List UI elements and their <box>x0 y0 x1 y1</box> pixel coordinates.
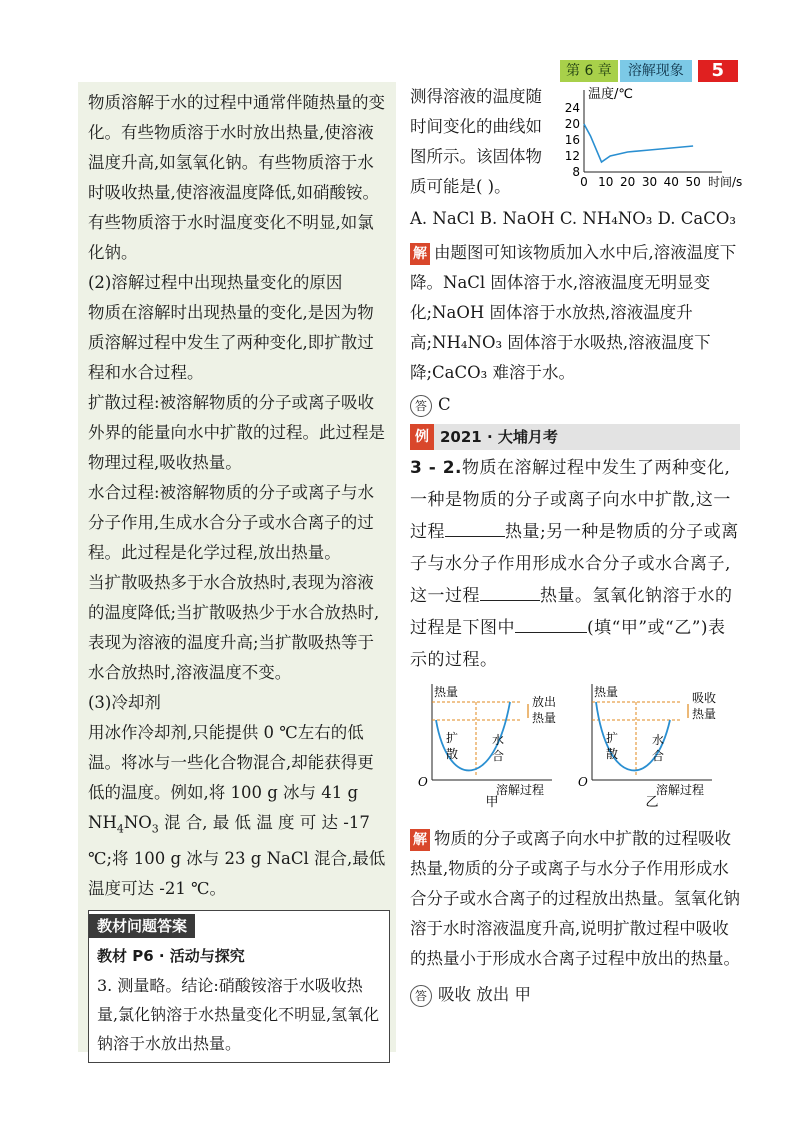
textbook-answer-box <box>88 910 390 1063</box>
x-axis-label: 溶解过程 <box>655 783 704 797</box>
question-2: 3 - 2.物质在溶解过程中发生了两种变化,一种是物质的分子或离子向水中扩散,这一过程 热量;另一种是物质的分子或离子与水分子作用形成水合分子或水合离子,这一过程 热量。氢氧化钠溶于水的过程是下图中 (填“甲”或“乙”)表示的过程。 <box>410 458 739 670</box>
net-label-2: 热量 <box>532 711 557 725</box>
y-tick-label: 24 <box>564 101 580 115</box>
para-1: 物质溶解于水的过程中通常伴随热量的变化。有些物质溶于水时放出热量,使溶液温度升高,如氢氧化钠。有些物质溶于水时吸收热量,使溶液温度降低,如硝酸铵。有些物质溶于水时温度变化不明显,如氯化钠。 <box>88 93 385 262</box>
x-tick-label: 20 <box>619 175 636 189</box>
diffuse-label-1: 扩 <box>606 731 619 745</box>
diagram-caption: 乙 <box>645 795 659 810</box>
heading-3: (3)冷却剂 <box>88 693 161 712</box>
origin-label: O <box>418 775 428 789</box>
y-tick-label: 12 <box>564 149 580 163</box>
para-4: 水合过程:被溶解物质的分子或离子与水分子作用,生成水合分子或水合离子的过程。此过程是化学过程,放出热量。 <box>88 483 375 562</box>
para-2: 物质在溶解时出现热量的变化,是因为物质溶解过程中发生了两种变化,即扩散过程和水合过程。 <box>88 303 374 382</box>
question-options: A. NaCl B. NaOH C. NH₄NO₃ D. CaCO₃ <box>410 209 737 228</box>
page-number: 5 <box>698 60 738 82</box>
box-body: 3. 测量略。结论:硝酸铵溶于水吸收热量,氯化钠溶于水热量变化不明显,氢氧化钠溶于水放出热量。 <box>97 976 380 1054</box>
origin-label: O <box>578 775 588 789</box>
answer-2: 答 吸收 放出 甲 <box>410 980 740 1010</box>
para-5: 当扩散吸热多于水合放热时,表现为溶液的温度降低;当扩散吸热少于水合放热时,表现为溶液的温度升高;当扩散吸热等于水合放热时,溶液温度不变。 <box>88 573 380 682</box>
answer-tag-icon: 答 <box>410 395 432 417</box>
y-tick-label: 8 <box>572 165 580 179</box>
hydrate-label-2: 合 <box>492 749 505 763</box>
topic-label: 溶解现象 <box>620 60 692 82</box>
x-axis-label: 时间/s <box>708 175 743 189</box>
solution-2: 解 物质的分子或离子向水中扩散的过程吸收热量,物质的分子或离子与水分子作用形成水合分子或水合离子的过程放出热量。氢氧化钠溶于水时溶液温度升高,说明扩散过程中吸收的热量小于形成水合离子过程中放出的热量。 <box>410 829 740 968</box>
blank-1[interactable] <box>445 518 505 537</box>
x-axis-label: 溶解过程 <box>495 783 544 797</box>
net-label-1: 放出 <box>532 695 557 709</box>
net-label-1: 吸收 <box>692 691 717 705</box>
heading-2: (2)溶解过程中出现热量变化的原因 <box>88 273 343 292</box>
diffuse-label-1: 扩 <box>446 731 459 745</box>
x-tick-label: 30 <box>641 175 658 189</box>
x-tick-label: 50 <box>685 175 701 189</box>
y-tick-label: 16 <box>564 133 580 147</box>
hydrate-label-1: 水 <box>652 733 665 747</box>
hydrate-label-2: 合 <box>652 749 665 763</box>
para-3: 扩散过程:被溶解物质的分子或离子吸收外界的能量向水中扩散的过程。此过程是物理过程,吸收热量。 <box>88 393 385 472</box>
solution-2-block <box>410 824 740 1010</box>
answer-tag-icon-2: 答 <box>410 985 432 1007</box>
y-axis-label: 热量 <box>434 685 459 699</box>
blank-3[interactable] <box>515 614 587 633</box>
y-axis-label: 温度/℃ <box>588 87 633 102</box>
solution-tag-icon: 解 <box>410 243 430 265</box>
chapter-label: 第 6 章 <box>560 60 618 82</box>
question-text: 测得溶液的温度随时间变化的曲线如图所示。该固体物质可能是( )。 <box>410 87 542 196</box>
y-tick-label: 20 <box>564 117 580 131</box>
answer-1: 答 C <box>410 390 740 420</box>
temperature-chart <box>558 84 748 196</box>
x-tick-label: 40 <box>663 175 679 189</box>
diffuse-label-2: 散 <box>446 747 459 761</box>
blank-2[interactable] <box>480 582 540 601</box>
example-bar <box>410 424 740 450</box>
left-column <box>78 82 396 1052</box>
net-label-2: 热量 <box>692 707 717 721</box>
page-header <box>560 60 738 82</box>
box-subtitle: 教材 P6 · 活动与探究 <box>97 947 245 966</box>
temperature-series-line <box>584 124 693 162</box>
diagram-yi <box>572 680 742 810</box>
x-tick-label: 10 <box>598 175 614 189</box>
hydrate-label-1: 水 <box>492 733 505 747</box>
diagram-jia <box>412 680 572 810</box>
diagram-caption: 甲 <box>485 795 499 810</box>
para-6: 用冰作冷却剂,只能提供 0 ℃左右的低温。将冰与一些化合物混合,却能获得更低的温度。例如,将 100 g 冰与 41 g $NH_4NO_3$ 混 合, 最 低 温 度 可 达 -17 ℃;将 100 g 冰与 23 g NaCl 混合,最低温度可达 -21 ℃。 <box>88 723 386 899</box>
x-tick-label: 0 <box>580 175 588 189</box>
diffuse-label-2: 散 <box>606 747 619 761</box>
example-label: 例 <box>410 424 434 450</box>
box-title: 教材问题答案 <box>89 914 195 938</box>
y-axis-label: 热量 <box>594 685 619 699</box>
solution-tag-icon-2: 解 <box>410 829 430 851</box>
solution-1: 解 由题图可知该物质加入水中后,溶液温度下降。NaCl 固体溶于水,溶液温度无明显变化;NaOH 固体溶于水放热,溶液温度升高;NH₄NO₃ 固体溶于水吸热,溶液温度下降;CaCO₃ 难溶于水。 <box>410 243 737 382</box>
example-source: 2021 · 大埔月考 <box>440 428 558 446</box>
